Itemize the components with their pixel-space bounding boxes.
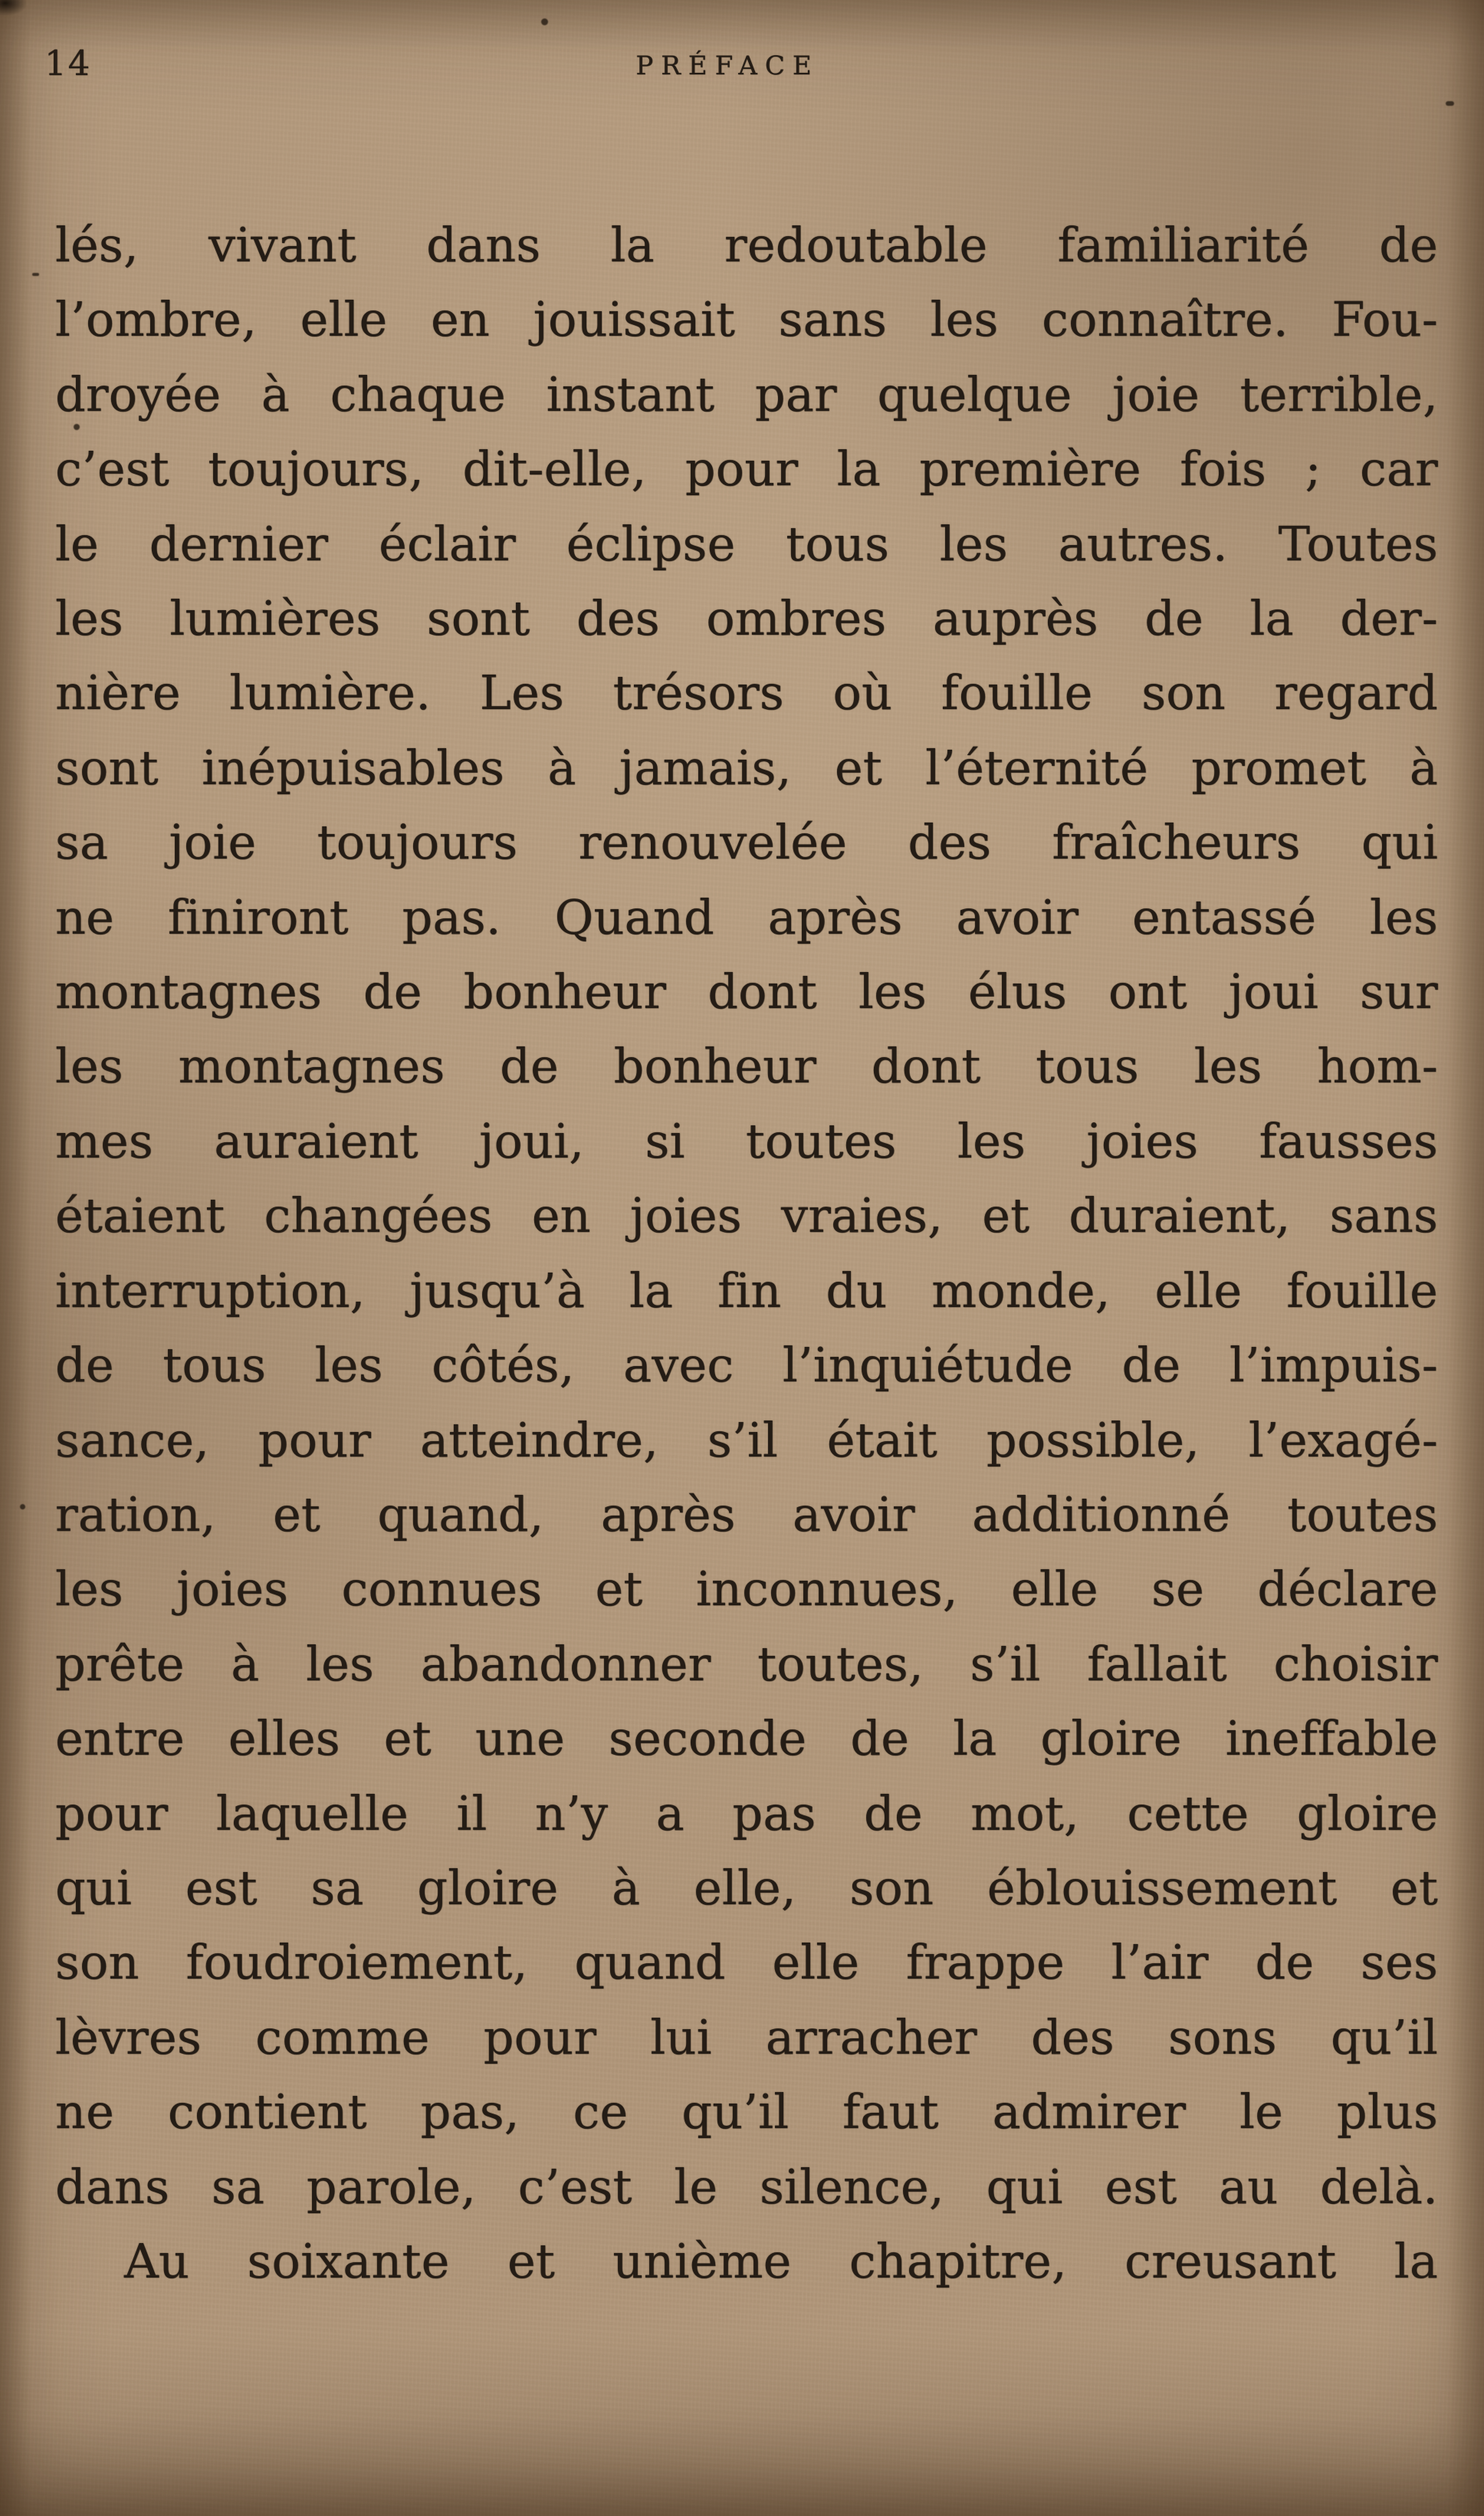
text-line: lèvres comme pour lui arracher des sons qu’il <box>55 2009 1438 2065</box>
text-line: ration, et quand, après avoir additionné toutes <box>55 1486 1438 1542</box>
body-text <box>55 208 1438 2298</box>
text-line: les lumières sont des ombres auprès de la der- <box>55 590 1438 647</box>
ink-speck <box>20 1504 25 1509</box>
text-line: son foudroiement, quand elle frappe l’air de ses <box>55 1934 1438 1991</box>
text-line: le dernier éclair éclipse tous les autres. Toutes <box>55 515 1438 572</box>
text-line: les montagnes de bonheur dont tous les hom- <box>55 1038 1438 1095</box>
text-line: lés, vivant dans la redoutable familiarité de <box>55 217 1438 273</box>
text-line: les joies connues et inconnues, elle se déclare <box>55 1561 1438 1618</box>
text-line: l’ombre, elle en jouissait sans les connaître. Fou- <box>55 291 1438 348</box>
text-line: ne finiront pas. Quand après avoir entassé les <box>55 888 1438 945</box>
ink-speck <box>74 424 80 430</box>
text-line: pour laquelle il n’y a pas de mot, cette gloire <box>55 1785 1438 1841</box>
text-line: sa joie toujours renouvelée des fraîcheurs qui <box>55 814 1438 871</box>
page-number: 14 <box>44 43 92 84</box>
text-line: de tous les côtés, avec l’inquiétude de l’impuis- <box>55 1337 1438 1394</box>
text-line: ne contient pas, ce qu’il faut admirer le plus <box>55 2084 1438 2140</box>
ink-speck <box>32 273 39 276</box>
text-line: droyée à chaque instant par quelque joie terrible, <box>55 366 1438 422</box>
text-line: c’est toujours, dit-elle, pour la première fois ; car <box>55 441 1438 498</box>
text-line: Au soixante et unième chapitre, creusant la <box>124 2232 1438 2289</box>
text-line: mes auraient joui, si toutes les joies fausses <box>55 1112 1438 1169</box>
running-title: PRÉFACE <box>635 51 819 81</box>
text-line: étaient changées en joies vraies, et duraient, sans <box>55 1187 1438 1244</box>
ink-speck <box>1446 101 1454 106</box>
text-line: dans sa parole, c’est le silence, qui est au delà. <box>55 2158 1438 2215</box>
text-line: sont inépuisables à jamais, et l’éternité promet à <box>55 739 1438 796</box>
text-line: entre elles et une seconde de la gloire ineffable <box>55 1710 1438 1767</box>
page-header <box>44 43 1440 89</box>
text-line: nière lumière. Les trésors où fouille son regard <box>55 665 1438 721</box>
text-line: sance, pour atteindre, s’il était possible, l’exagé- <box>55 1411 1438 1468</box>
text-line: qui est sa gloire à elle, son éblouissement et <box>55 1859 1438 1916</box>
ink-speck <box>541 18 548 25</box>
text-line: montagnes de bonheur dont les élus ont joui sur <box>55 964 1438 1020</box>
text-line: prête à les abandonner toutes, s’il fallait choisir <box>55 1635 1438 1692</box>
text-line: interruption, jusqu’à la fin du monde, elle fouille <box>55 1262 1438 1319</box>
scan-corner-blot <box>0 0 26 15</box>
